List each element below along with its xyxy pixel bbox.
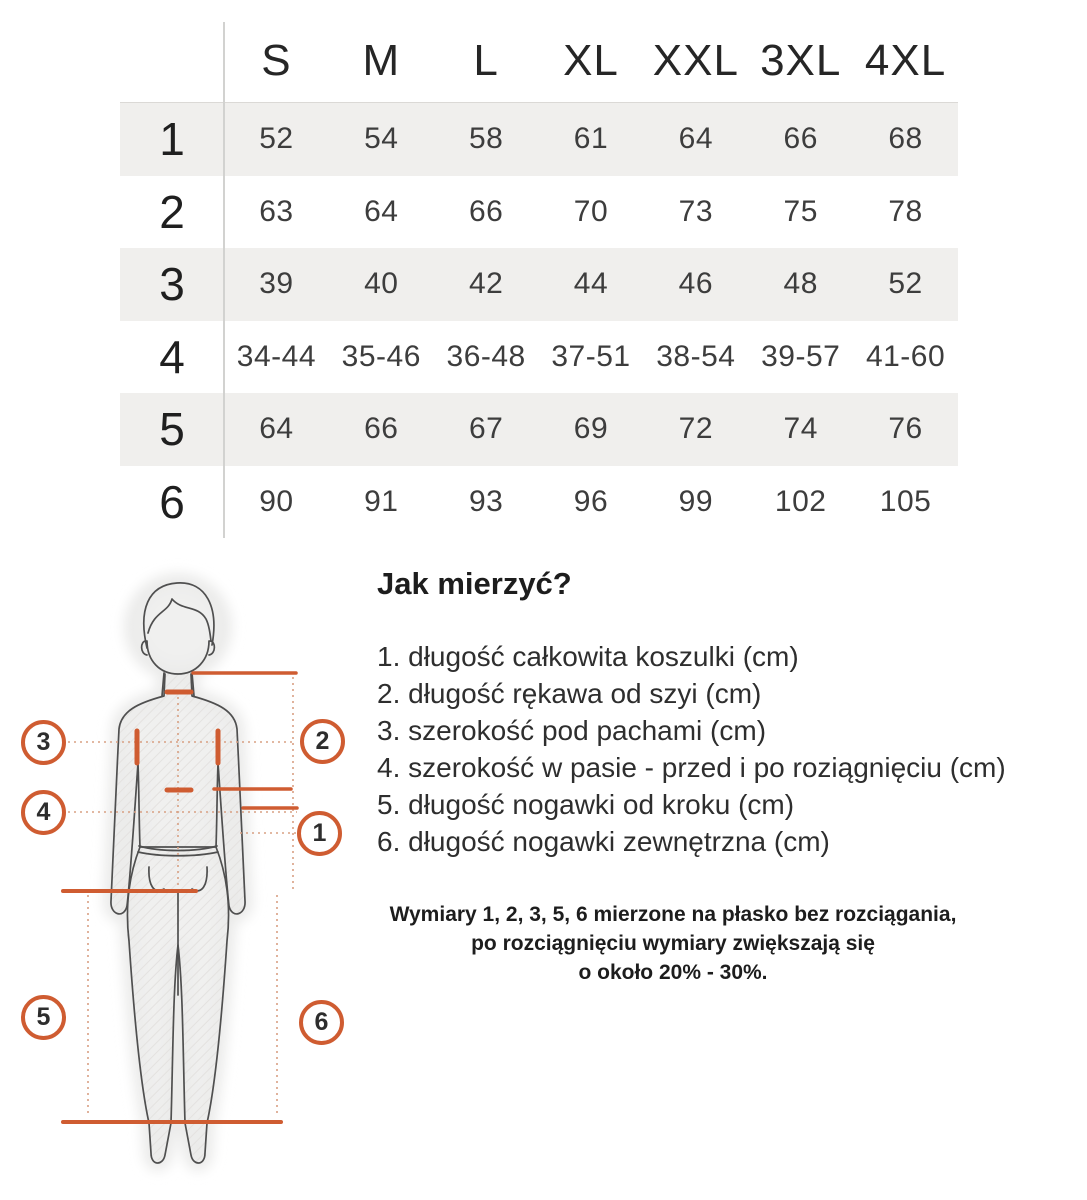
size-cell: 68: [888, 122, 923, 156]
size-cell: 42: [468, 267, 504, 301]
measure-note-line: po rozciągnięciu wymiary zwiększają się: [471, 932, 875, 955]
size-cell: 38-54: [656, 339, 736, 373]
table-row: [120, 466, 958, 539]
size-cell: 44: [573, 267, 609, 301]
size-cell: 96: [573, 484, 609, 518]
table-row: [120, 176, 958, 249]
size-cell: 41-60: [865, 339, 946, 373]
size-cell: 70: [573, 194, 609, 228]
size-cell: 39-57: [761, 339, 841, 373]
measurement-figure-svg: [0, 555, 380, 1200]
row-label: 2: [159, 185, 185, 238]
size-cell: 75: [783, 194, 818, 228]
figure-marker-3: 3: [21, 720, 66, 765]
row-label: 3: [159, 258, 185, 311]
size-cell: 52: [259, 122, 294, 156]
measure-instruction: 2. długość rękawa od szyi (cm): [377, 678, 762, 709]
size-cell: 73: [678, 194, 714, 228]
measure-instruction: 4. szerokość w pasie - przed i po roziągnięciu (cm): [377, 752, 1006, 783]
row-label: 5: [159, 403, 185, 456]
figure-section: [0, 555, 380, 1200]
measure-instruction: 1. długość całkowita koszulki (cm): [377, 641, 799, 672]
size-cell: 93: [468, 484, 504, 518]
figure-marker-2: 2: [300, 719, 345, 764]
figure-marker-1: 1: [297, 811, 342, 856]
measure-note-line: o około 20% - 30%.: [578, 961, 768, 984]
size-cell: 46: [678, 267, 714, 301]
size-cell: 48: [783, 267, 818, 301]
measure-instructions: [377, 638, 1083, 860]
size-cell: 54: [364, 122, 399, 156]
size-column-header: 4XL: [864, 36, 947, 85]
figure-marker-5: 5: [21, 995, 66, 1040]
size-cell: 91: [364, 484, 399, 518]
size-cell: 37-51: [551, 339, 631, 373]
size-cell: 74: [783, 412, 818, 446]
table-row: [120, 321, 958, 394]
size-cell: 67: [468, 412, 504, 446]
measure-instruction: 6. długość nogawki zewnętrzna (cm): [377, 826, 830, 857]
size-cell: 58: [468, 122, 504, 156]
table-row: [120, 393, 958, 466]
table-divider-line: [223, 22, 225, 538]
measure-instruction: 5. długość nogawki od kroku (cm): [377, 789, 795, 820]
size-cell: 63: [259, 194, 294, 228]
size-cell: 90: [259, 484, 294, 518]
size-cell: 99: [678, 484, 714, 518]
size-column-header: XL: [563, 36, 619, 85]
figure-marker-4: 4: [21, 790, 66, 835]
row-label: 1: [159, 113, 185, 166]
figure-marker-6: 6: [299, 1000, 344, 1045]
table-row: [120, 102, 958, 176]
size-column-header: S: [261, 36, 292, 85]
size-cell: 61: [573, 122, 609, 156]
size-cell: 105: [879, 484, 932, 518]
size-cell: 52: [888, 267, 923, 301]
size-cell: 40: [364, 267, 399, 301]
measure-guide: [377, 566, 1083, 987]
size-cell: 64: [364, 194, 399, 228]
size-cell: 66: [364, 412, 399, 446]
size-column-header: 3XL: [760, 36, 842, 85]
size-cell: 39: [259, 267, 294, 301]
size-column-header: XXL: [652, 36, 739, 85]
row-label: 4: [159, 330, 185, 383]
row-label: 6: [159, 475, 185, 528]
size-table: [120, 20, 958, 538]
table-row: [120, 248, 958, 321]
size-cell: 64: [678, 122, 714, 156]
measure-instruction: 3. szerokość pod pachami (cm): [377, 715, 767, 746]
size-cell: 102: [774, 484, 827, 518]
size-table-body: [120, 102, 958, 538]
size-cell: 66: [783, 122, 818, 156]
size-cell: 64: [259, 412, 294, 446]
size-cell: 35-46: [341, 339, 421, 373]
size-table-header: [120, 20, 958, 102]
size-column-header: M: [362, 36, 401, 85]
size-cell: 69: [573, 412, 609, 446]
measure-note: [377, 900, 969, 987]
size-cell: 36-48: [446, 339, 526, 373]
size-cell: 76: [888, 412, 923, 446]
measure-note-line: Wymiary 1, 2, 3, 5, 6 mierzone na płasko bez rozciągania,: [389, 903, 957, 926]
measure-guide-heading: Jak mierzyć?: [377, 566, 572, 601]
size-cell: 78: [888, 194, 923, 228]
size-cell: 72: [678, 412, 714, 446]
size-column-header: L: [473, 36, 499, 85]
size-cell: 34-44: [236, 339, 317, 373]
size-cell: 66: [468, 194, 504, 228]
